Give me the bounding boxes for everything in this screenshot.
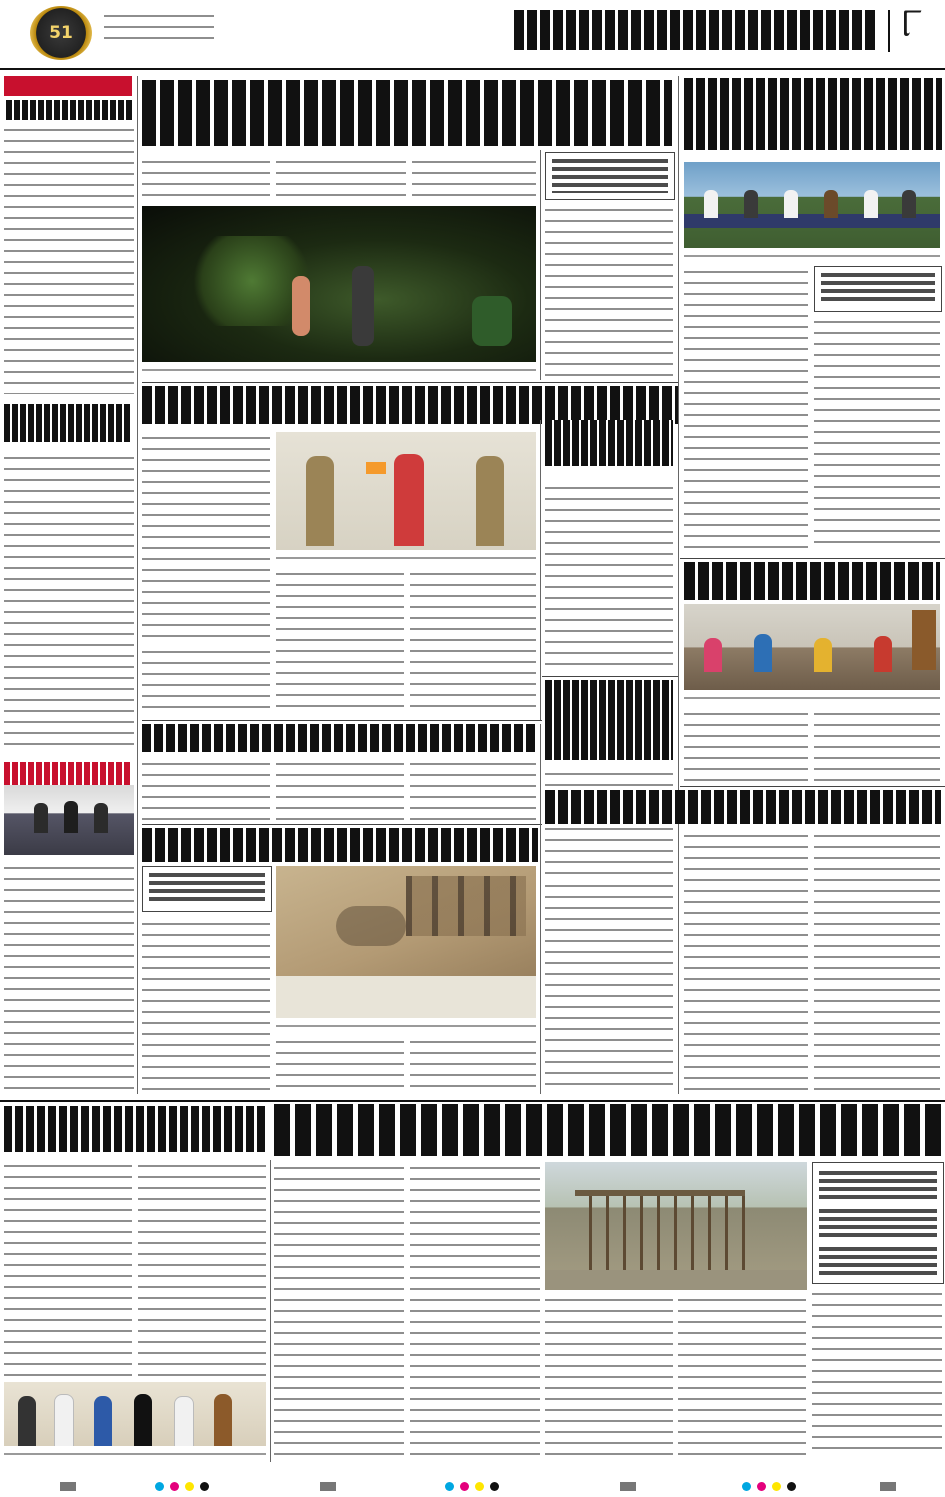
eye-camp-caption [684, 692, 940, 705]
arrest-body-col0 [142, 646, 270, 716]
lead-body-col1 [142, 156, 270, 204]
brief1-body [4, 124, 134, 394]
condolence-headline [545, 680, 673, 760]
masthead [0, 0, 945, 68]
arrest-headline [142, 386, 678, 424]
page-number: ୮ [902, 2, 923, 44]
lead-caption [142, 364, 536, 377]
khelo-caption [4, 1448, 266, 1461]
masthead-divider [888, 10, 890, 52]
arrest-body-col2 [276, 568, 404, 716]
arrest-body-col3 [410, 568, 536, 716]
signboard-body-col1 [274, 1162, 404, 1458]
construction-site-photo [545, 1162, 807, 1290]
first-day-box [814, 266, 942, 312]
power-body-col2 [684, 830, 808, 1094]
power-cut-headline [545, 790, 941, 824]
unsafe-students-headline [142, 828, 538, 862]
highlight-3 [819, 1247, 937, 1275]
signboard-body-col4 [678, 1294, 806, 1458]
sidebar-box [545, 152, 675, 200]
eye-camp-body-col2 [814, 708, 940, 784]
brief3-body [4, 862, 134, 1094]
masthead-rule [0, 68, 945, 70]
school-meeting-col3 [410, 758, 536, 820]
anniversary-emblem [30, 6, 92, 60]
signboard-body-col2 [410, 1162, 540, 1458]
power-body-col1 [545, 880, 673, 1094]
ceiling-caption [276, 1020, 536, 1033]
maoist-surrender-photo [4, 785, 134, 855]
highlight-2 [819, 1209, 937, 1237]
briefs-badge [4, 76, 132, 96]
arrest-photo [276, 432, 536, 550]
registration-bar [0, 1474, 945, 1497]
cricket-body-col1 [684, 266, 808, 552]
highlights-box [812, 1162, 944, 1284]
lead-body-col2 [276, 156, 406, 204]
section-title [514, 10, 878, 50]
unsafe-body-col1 [142, 918, 270, 1094]
eye-camp-body-col1 [684, 708, 808, 784]
brief2-body [4, 452, 134, 752]
khelo-body-col1 [4, 1160, 132, 1378]
school-meeting-headline [142, 724, 538, 752]
anganwadi-box [142, 866, 272, 912]
snake-body [545, 482, 673, 674]
lead-body-col3 [412, 156, 536, 204]
school-meeting-col2 [276, 758, 404, 820]
highlight-1 [819, 1171, 937, 1199]
brief1-headline [6, 100, 134, 120]
no-signboard-headline [274, 1104, 942, 1156]
emblem-number: 51 [49, 23, 73, 43]
signboard-body-col5 [812, 1288, 942, 1458]
dateline [104, 10, 214, 40]
cricket-body-col2 [814, 316, 940, 552]
cricket-headline [684, 78, 942, 150]
khelo-body-col2 [138, 1160, 266, 1378]
arrest-body-col1 [142, 432, 270, 642]
signboard-body-col3 [545, 1294, 673, 1458]
brief2-headline [4, 404, 132, 442]
eye-camp-photo [684, 604, 940, 690]
unsafe-body-col2 [276, 1036, 404, 1094]
eye-camp-headline [684, 562, 940, 600]
unsafe-body-col3 [410, 1036, 536, 1094]
arrest-caption [276, 552, 536, 565]
cricket-stage-photo [684, 162, 940, 248]
school-meeting-col1 [142, 758, 270, 820]
khelo-india-headline [4, 1106, 266, 1152]
lead-headline [142, 80, 672, 146]
cricket-caption [684, 250, 940, 263]
snake-headline [545, 420, 673, 466]
lead-body-col4 [545, 204, 673, 380]
damaged-ceiling-photo [276, 866, 536, 1018]
storm-damage-photo [142, 206, 536, 362]
khelo-india-group-photo [4, 1382, 266, 1446]
power-body-col3 [814, 830, 940, 1094]
